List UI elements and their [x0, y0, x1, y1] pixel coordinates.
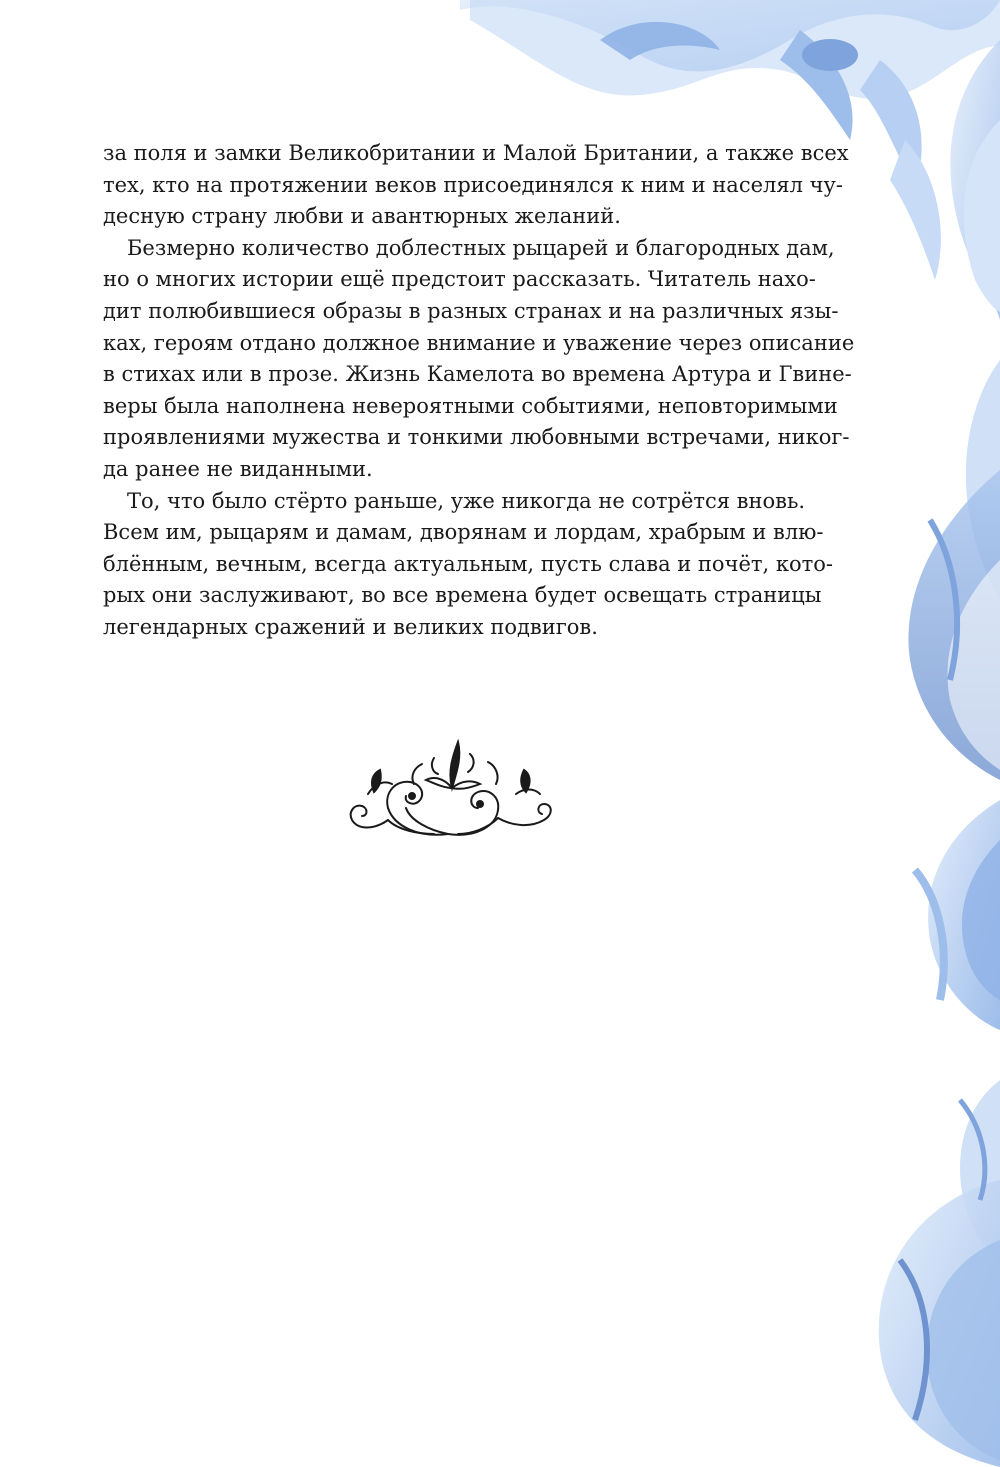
text-line: десную страну любви и авантюрных желаний. — [103, 204, 621, 229]
fleuron-ornament-icon — [348, 734, 556, 846]
paragraph-1 — [103, 138, 849, 233]
text-line: за поля и замки Великобритании и Малой Британии, а также всех — [103, 141, 849, 165]
text-line: проявлениями мужества и тонкими любовными встречами, никог- — [103, 425, 850, 450]
text-line: Всем им, рыцарям и дамам, дворянам и лордам, храбрым и влю- — [103, 520, 824, 545]
text-line: блённым, вечным, всегда актуальным, пусть слава и почёт, кото- — [103, 551, 833, 576]
paragraph-3 — [103, 486, 833, 644]
text-line: да ранее не виданными. — [103, 456, 373, 481]
text-line: в стихах или в прозе. Жизнь Камелота во времена Артура и Гвине- — [103, 362, 852, 387]
text-line: ках, героям отдано должное внимание и уважение через описание — [103, 330, 855, 355]
text-line: Безмерно количество доблестных рыцарей и благородных дам, — [127, 235, 835, 260]
body-text — [103, 138, 855, 644]
text-line: То, что было стёрто раньше, уже никогда не сотрётся вновь. — [127, 488, 806, 513]
paragraph-2 — [103, 233, 855, 486]
text-line: тех, кто на протяжении веков присоединялся к ним и населял чу- — [103, 172, 843, 197]
text-line: но о многих истории ещё предстоит рассказать. Читатель нахо- — [103, 267, 816, 292]
text-line: дит полюбившиеся образы в разных странах и на различных язы- — [103, 298, 839, 323]
text-line: легендарных сражений и великих подвигов. — [103, 614, 598, 639]
text-line: рых они заслуживают, во все времена будет освещать страницы — [103, 583, 822, 608]
text-line: веры была наполнена невероятными событиями, неповторимыми — [103, 393, 838, 418]
